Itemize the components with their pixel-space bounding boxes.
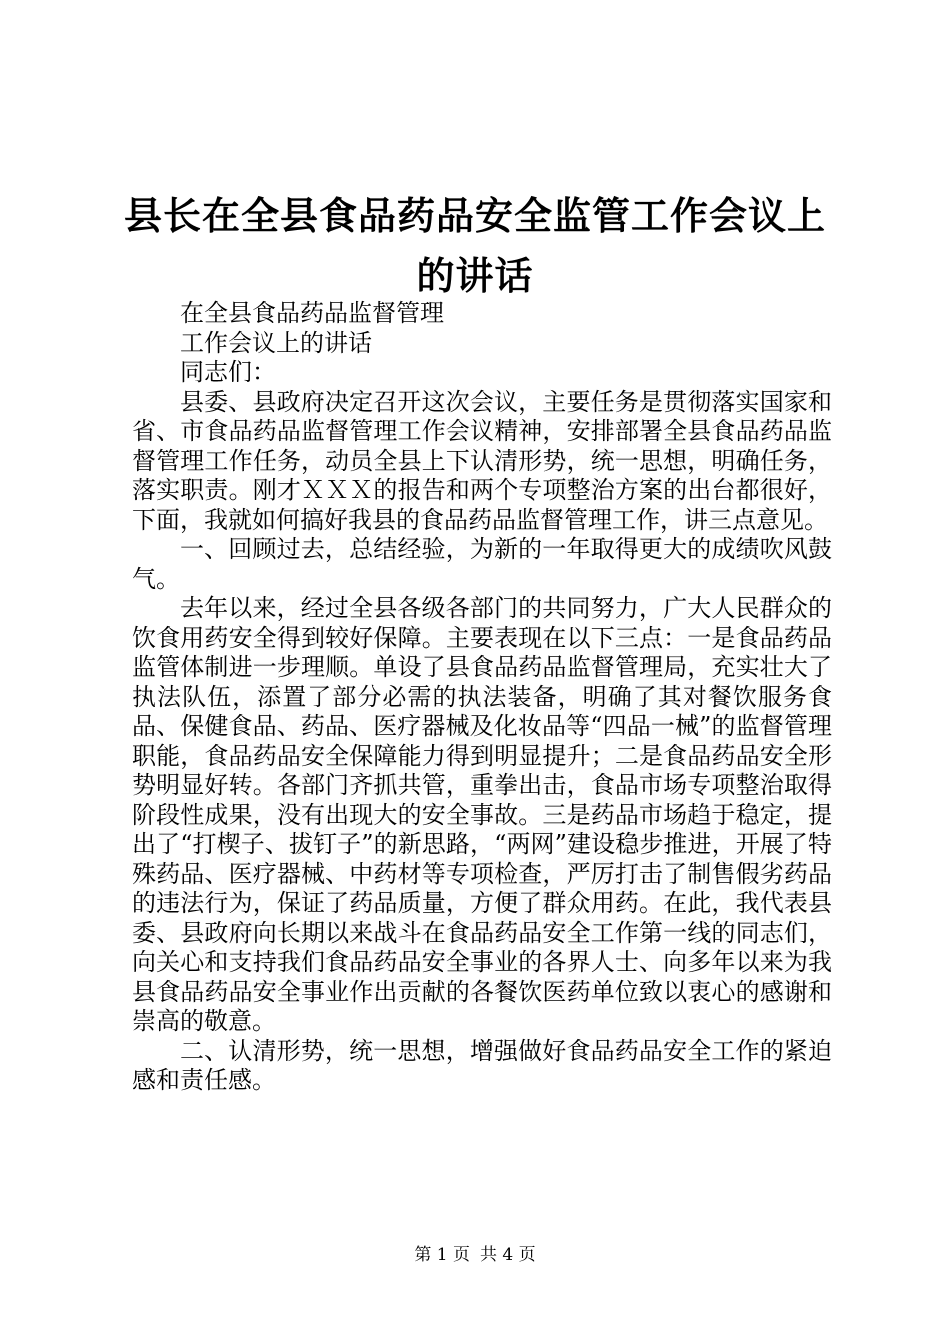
section-heading-2: 二、认清形势，统一思想，增强做好食品药品安全工作的紧迫感和责任感。 bbox=[132, 1036, 832, 1094]
document-title: 县长在全县食品药品安全监管工作会议上的讲话 bbox=[123, 193, 826, 298]
salutation: 同志们： bbox=[180, 358, 276, 386]
subtitle-line-1: 在全县食品药品监督管理 bbox=[180, 299, 444, 327]
paragraph-review: 去年以来，经过全县各级各部门的共同努力，广大人民群众的饮食用药安全得到较好保障。主要表现在以下三点：一是食品药品监管体制进一步理顺。单设了县食品药品监督管理局，充实壮大了执法队伍，添置了部分必需的执法装备，明确了其对餐饮服务食品、保健食品、药品、医疗器械及化妆品等“四品一械”的监督管理职能，食品药品安全保障能力得到明显提升；二是食品药品安全形势明显好转。各部门齐抓共管，重拳出击，食品市场专项整治取得阶段性成果，没有出现大的安全事故。三是药品市场趋于稳定，提出了“打楔子、拔钉子”的新思路，“两网”建设稳步推进，开展了特殊药品、医疗器械、中药材等专项检查，严厉打击了制售假劣药品的违法行为，保证了药品质量，方便了群众用药。在此，我代表县委、县政府向长期以来战斗在食品药品安全工作第一线的同志们，向关心和支持我们食品药品安全事业的各界人士、向多年以来为我县食品药品安全事业作出贡献的各餐饮医药单位致以衷心的感谢和崇高的敬意。 bbox=[132, 594, 832, 1035]
subtitle-line-2: 工作会议上的讲话 bbox=[180, 328, 372, 357]
section-heading-1: 一、回顾过去，总结经验，为新的一年取得更大的成绩吹风鼓气。 bbox=[132, 535, 832, 593]
page-number: 第 1 页 bbox=[414, 1245, 470, 1265]
page-footer bbox=[0, 1245, 950, 1265]
page-count: 共 4 页 bbox=[480, 1245, 536, 1265]
paragraph-intro: 县委、县政府决定召开这次会议，主要任务是贯彻落实国家和省、市食品药品监督管理工作会议精神，安排部署全县食品药品监督管理工作任务，动员全县上下认清形势，统一思想，明确任务，落实职责。刚才ＸＸＸ的报告和两个专项整治方案的出台都很好，下面，我就如何搞好我县的食品药品监督管理工作，讲三点意见。 bbox=[132, 387, 832, 534]
document-body bbox=[132, 299, 832, 1096]
